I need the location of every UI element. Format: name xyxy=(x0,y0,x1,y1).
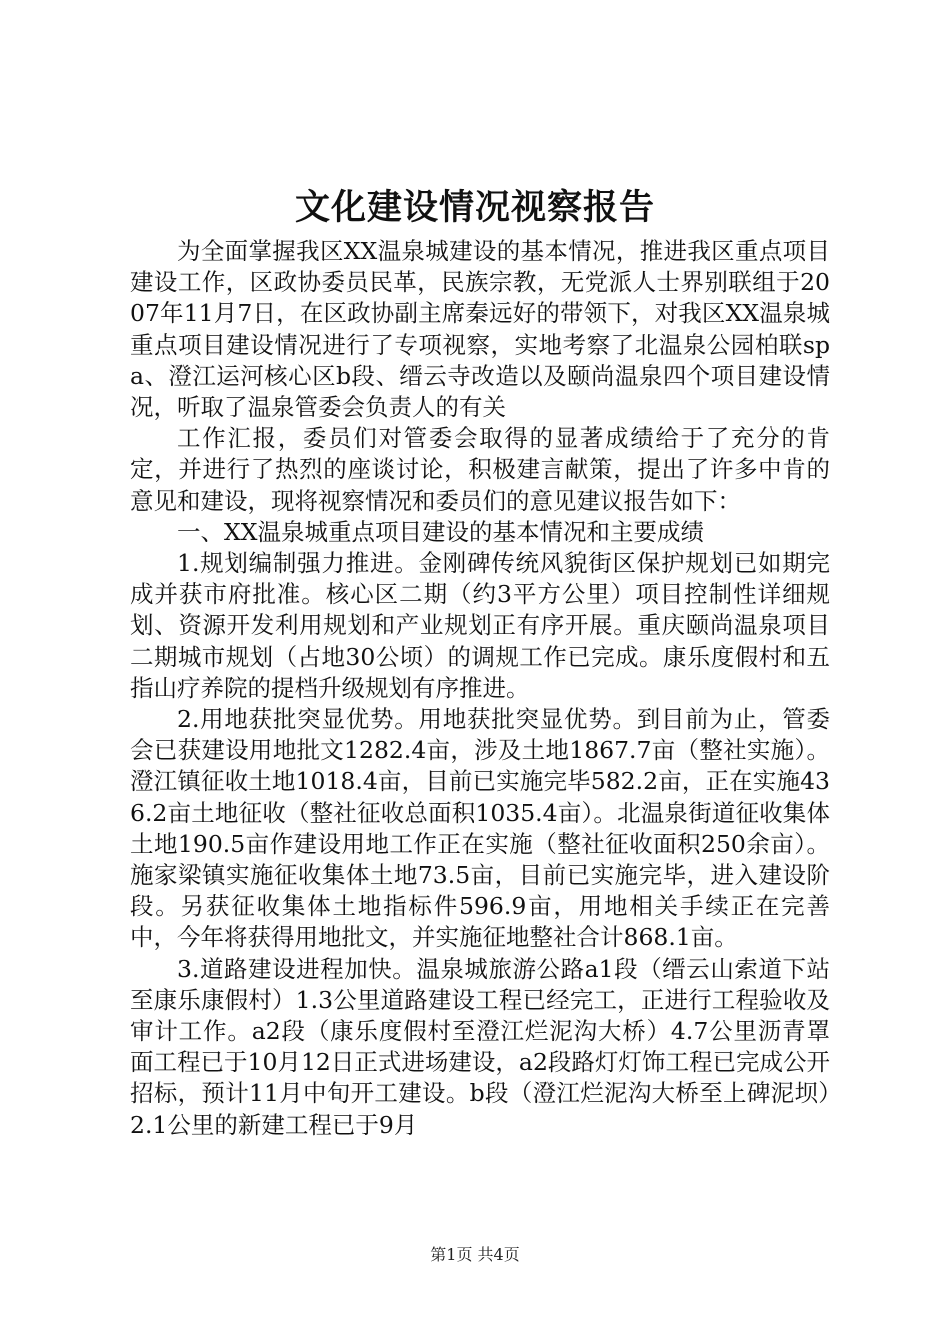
page-number-footer: 第1页 共4页 xyxy=(430,1245,520,1264)
paragraph-planning: 1.规划编制强力推进。金刚碑传统风貌街区保护规划已如期完成并获市府批准。核心区二期（约3平方公里）项目控制性详细规划、资源开发利用规划和产业规划正有序开展。重庆颐尚温泉项目二期城市规划（占地30公顷）的调规工作已完成。康乐度假村和五指山疗养院的提档升级规划有序推进。 xyxy=(130,549,830,702)
paragraph-report: 工作汇报，委员们对管委会取得的显著成绩给于了充分的肯定，并进行了热烈的座谈讨论，积极建言献策，提出了许多中肯的意见和建设，现将视察情况和委员们的意见建议报告如下： xyxy=(130,424,830,515)
paragraph-land-use: 2.用地获批突显优势。用地获批突显优势。到目前为止，管委会已获建设用地批文1282.4亩，涉及土地1867.7亩（整社实施）。澄江镇征收土地1018.4亩，目前已实施完毕582.2亩，正在实施436.2亩土地征收（整社征收总面积1035.4亩）。北温泉街道征收集体土地190.5亩作建设用地工作正在实施（整社征收面积250余亩）。施家梁镇实施征收集体土地73.5亩，目前已实施完毕，进入建设阶段。另获征收集体土地指标件596.9亩，用地相关手续正在完善中，今年将获得用地批文，并实施征地整社合计868.1亩。 xyxy=(130,705,830,952)
document-body xyxy=(130,236,830,1141)
paragraph-road-construction: 3.道路建设进程加快。温泉城旅游公路a1段（缙云山索道下站至康乐康假村）1.3公里道路建设工程已经完工，正进行工程验收及审计工作。a2段（康乐度假村至澄江烂泥沟大桥）4.7公里沥青罩面工程已于10月12日正式进场建设，a2段路灯灯饰工程已完成公开招标，预计11月中旬开工建设。b段（澄江烂泥沟大桥至上碑泥坝）2.1公里的新建工程已于9月 xyxy=(130,954,830,1139)
paragraph-intro: 为全面掌握我区XX温泉城建设的基本情况，推进我区重点项目建设工作，区政协委员民革，民族宗教，无党派人士界别联组于2007年11月7日，在区政协副主席秦远好的带领下，对我区XX温泉城重点项目建设情况进行了专项视察，实地考察了北温泉公园柏联spa、澄江运河核心区b段、缙云寺改造以及颐尚温泉四个项目建设情况，听取了温泉管委会负责人的有关 xyxy=(130,237,830,422)
document-title: 文化建设情况视察报告 xyxy=(294,187,655,228)
section-heading: 一、XX温泉城重点项目建设的基本情况和主要成绩 xyxy=(177,517,704,546)
